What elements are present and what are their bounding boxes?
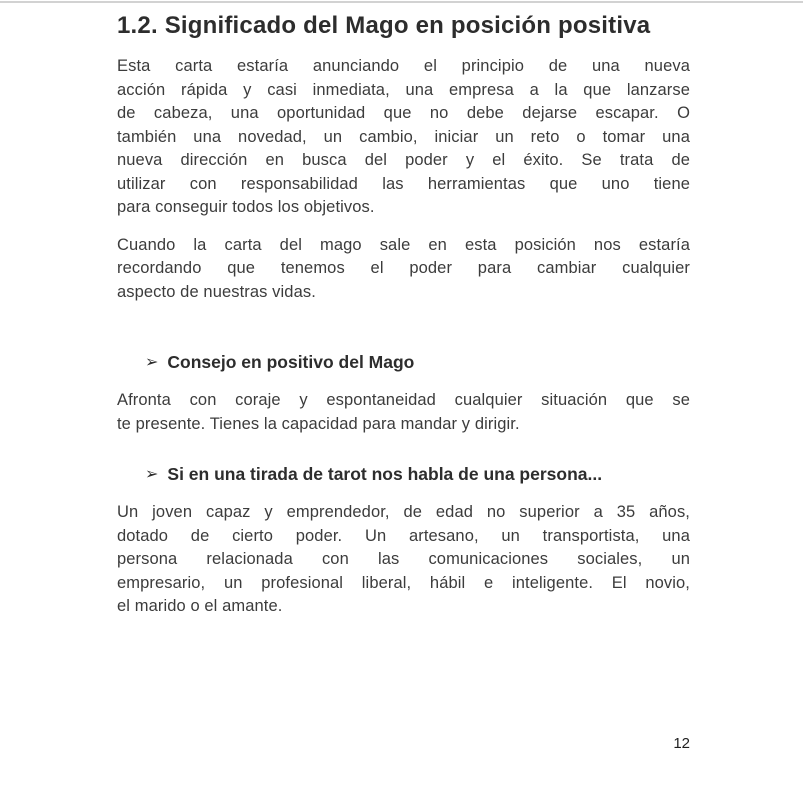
- paragraph-line: también una novedad, un cambio, iniciar un reto o tomar una: [117, 127, 690, 146]
- section-heading: 1.2. Significado del Mago en posición positiva: [117, 12, 651, 39]
- document-page: [117, 0, 690, 619]
- paragraph-line: para conseguir todos los objetivos.: [117, 198, 375, 216]
- body-paragraph: [117, 234, 690, 305]
- paragraph-line: de cabeza, una oportunidad que no debe dejarse escapar. O: [117, 104, 690, 122]
- paragraph-line: Esta carta estaría anunciando el principio de una nueva: [117, 57, 690, 75]
- arrow-bullet-icon: ➢: [145, 354, 159, 371]
- subheading: [145, 350, 690, 376]
- paragraph-line: Cuando la carta del mago sale en esta posición nos estaría: [117, 235, 690, 254]
- arrow-bullet-icon: ➢: [145, 466, 159, 483]
- paragraph-line: recordando que tenemos el poder para cambiar cualquier: [117, 259, 690, 277]
- paragraph-line: Un joven capaz y emprendedor, de edad no superior a 35 años,: [117, 503, 690, 521]
- paragraph-line: dotado de cierto poder. Un artesano, un transportista, una: [117, 526, 690, 545]
- paragraph-line: aspecto de nuestras vidas.: [117, 282, 316, 301]
- subheading-label: Consejo en positivo del Mago: [167, 352, 415, 372]
- body-paragraph: [117, 501, 690, 619]
- paragraph-line: Afronta con coraje y espontaneidad cualquier situación que se: [117, 391, 690, 409]
- paragraph-line: el marido o el amante.: [117, 597, 283, 615]
- paragraph-line: acción rápida y casi inmediata, una empresa a la que lanzarse: [117, 80, 690, 99]
- document-body: [117, 55, 690, 619]
- paragraph-line: nueva dirección en busca del poder y el éxito. Se trata de: [117, 151, 690, 169]
- subheading: [145, 462, 690, 488]
- paragraph-line: te presente. Tienes la capacidad para mandar y dirigir.: [117, 414, 520, 433]
- paragraph-line: empresario, un profesional liberal, hábil e inteligente. El novio,: [117, 573, 690, 592]
- paragraph-line: utilizar con responsabilidad las herramientas que uno tiene: [117, 174, 690, 193]
- body-paragraph: [117, 389, 690, 436]
- body-paragraph: [117, 55, 690, 220]
- subheading-label: Si en una tirada de tarot nos habla de una persona...: [167, 464, 603, 484]
- page-number: 12: [673, 735, 690, 752]
- paragraph-line: persona relacionada con las comunicaciones sociales, un: [117, 550, 690, 568]
